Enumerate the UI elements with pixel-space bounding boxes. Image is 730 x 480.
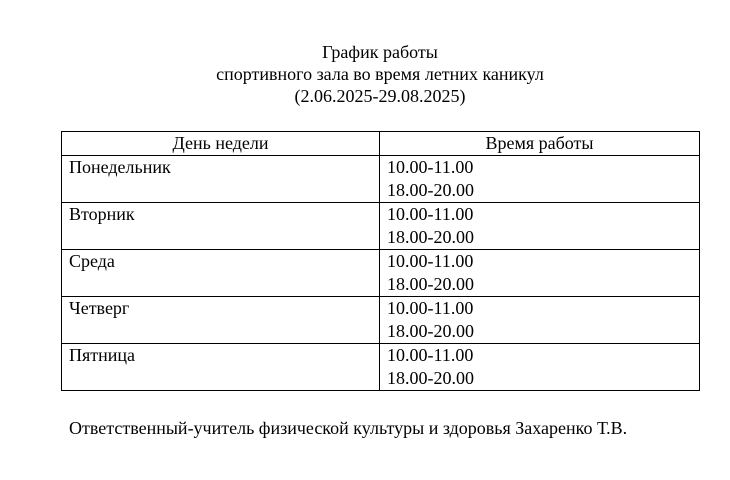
day-cell: Пятница <box>62 344 380 391</box>
time-slot: 18.00-20.00 <box>387 321 475 341</box>
day-cell: Вторник <box>62 203 380 250</box>
time-cell <box>380 297 700 344</box>
schedule-table <box>61 131 700 391</box>
table-row <box>62 250 700 297</box>
title-line-2: спортивного зала во время летних каникул <box>216 64 544 84</box>
day-cell: Понедельник <box>62 156 380 203</box>
time-slot: 10.00-11.00 <box>387 204 474 224</box>
responsible-person-note: Ответственный-учитель физической культуры и здоровья Захаренко Т.В. <box>69 418 628 438</box>
column-header-day: День недели <box>62 132 380 156</box>
time-slot: 18.00-20.00 <box>387 180 475 200</box>
time-cell <box>380 250 700 297</box>
table-row <box>62 203 700 250</box>
day-cell: Среда <box>62 250 380 297</box>
table-row <box>62 344 700 391</box>
day-cell: Четверг <box>62 297 380 344</box>
time-slot: 10.00-11.00 <box>387 298 474 318</box>
time-cell <box>380 203 700 250</box>
time-cell <box>380 156 700 203</box>
title-line-3: (2.06.2025-29.08.2025) <box>294 86 466 106</box>
time-slot: 10.00-11.00 <box>387 157 474 177</box>
title-line-1: График работы <box>322 42 438 62</box>
time-slot: 18.00-20.00 <box>387 368 475 388</box>
time-slot: 18.00-20.00 <box>387 274 475 294</box>
table-header-row <box>62 132 700 156</box>
table-row <box>62 156 700 203</box>
time-slot: 10.00-11.00 <box>387 345 474 365</box>
time-cell <box>380 344 700 391</box>
time-slot: 18.00-20.00 <box>387 227 475 247</box>
time-slot: 10.00-11.00 <box>387 251 474 271</box>
document-title <box>0 41 730 107</box>
column-header-time: Время работы <box>380 132 700 156</box>
table-row <box>62 297 700 344</box>
